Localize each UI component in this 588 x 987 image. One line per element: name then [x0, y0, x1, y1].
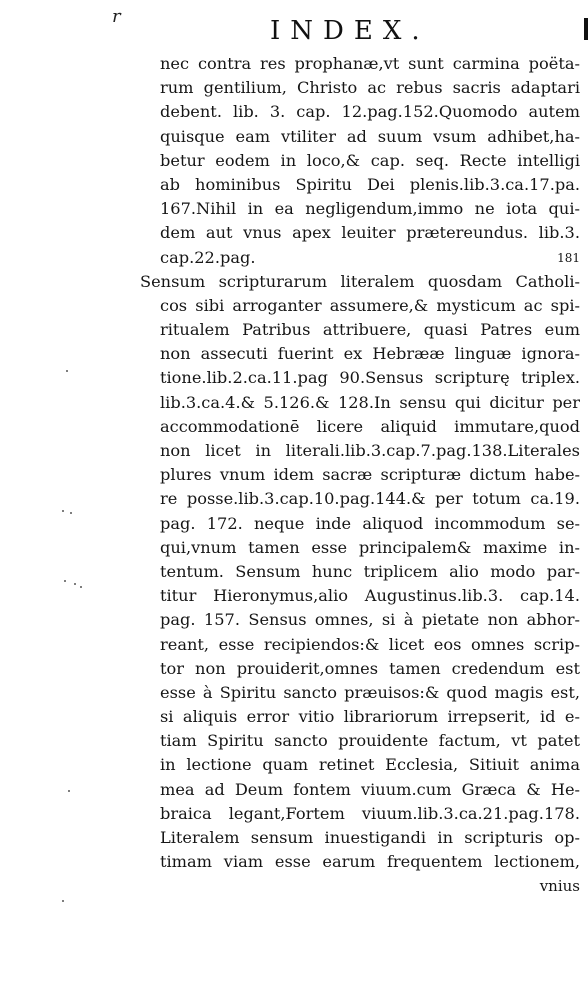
gutter-specks — [60, 250, 100, 950]
text-line: ritualem Patribus attribuere, quasi Patres eum — [160, 320, 580, 340]
corner-mark: r — [112, 6, 121, 27]
text-line: accommodationē licere aliquid immutare,quod — [160, 416, 580, 436]
text-line: debent. lib. 3. cap. 12.pag.152.Quomodo autem — [160, 102, 580, 122]
text-line: reant, esse recipiendos:& licet eos omnes scrip- — [160, 634, 580, 654]
text-line: non licet in literali.lib.3.cap.7.pag.138.Literales — [160, 441, 580, 460]
text-line: non assecuti fuerint ex Hebrææ linguæ ignora- — [160, 344, 580, 364]
text-line: qui,vnum tamen esse principalem& maxime in- — [160, 537, 580, 557]
text-line: betur eodem in loco,& cap. seq. Recte intelligi — [160, 150, 580, 170]
text-line: rum gentilium, Christo ac rebus sacris adaptari — [160, 78, 580, 98]
text-line: dem aut vnus apex leuiter prætereundus. lib.3. — [160, 223, 580, 243]
text-line: ab hominibus Spiritu Dei plenis.lib.3.ca.17.pa. — [160, 174, 580, 194]
text-line: si aliquis error vitio librariorum irrepserit, id e- — [160, 707, 580, 727]
page-header-title: INDEX. — [270, 16, 430, 46]
text-line: tentum. Sensum hunc triplicem alio modo par- — [160, 561, 580, 581]
text-line: tione.lib.2.ca.11.pag 90.Sensus scripturę triplex. — [160, 368, 580, 388]
text-line: re posse.lib.3.cap.10.pag.144.& per totum ca.19. — [160, 489, 580, 509]
text-line: lib.3.ca.4.& 5.126.& 128.In sensu qui dicitur per — [160, 392, 580, 412]
text-line: quisque eam vtiliter ad suum vsum adhibet,ha- — [160, 126, 580, 146]
text-line: mea ad Deum fontem viuum.cum Græca & He- — [160, 779, 580, 799]
text-line: tiam Spiritu sancto prouidente factum, vt patet — [160, 731, 580, 751]
catchword: vnius — [539, 877, 580, 896]
text-line: tor non prouiderit,omnes tamen credendum est — [160, 658, 580, 678]
text-line: esse à Spiritu sancto præuisos:& quod magis est, — [160, 682, 580, 702]
text-line: pag. 172. neque inde aliquod incommodum se- — [160, 513, 580, 533]
text-line: plures vnum idem sacræ scripturæ dictum habe- — [160, 465, 580, 485]
text-line: nec contra res prophanæ,vt sunt carmina poëta- — [160, 54, 580, 73]
page-edge-shadow — [584, 18, 588, 40]
text-line — [160, 246, 580, 270]
text-line: titur Hieronymus,alio Augustinus.lib.3. cap.14. — [160, 586, 580, 606]
text-line: Literalem sensum inuestigandi in scripturis op- — [160, 828, 580, 847]
text-line: cos sibi arroganter assumere,& mysticum ac spi- — [160, 295, 580, 315]
text-line: timam viam esse earum frequentem lectionem, — [160, 852, 580, 872]
text-line: Sensum scripturarum literalem quosdam Catholi- — [140, 271, 580, 291]
text-line: 167.Nihil in ea negligendum,immo ne iota qui- — [160, 199, 580, 219]
text-line: braica legant,Fortem viuum.lib.3.ca.21.pag.178. — [160, 803, 580, 823]
text-line-content: cap.22.pag. — [160, 247, 256, 267]
page-reference: 181 — [557, 250, 580, 265]
text-line: pag. 157. Sensus omnes, si à pietate non abhor- — [160, 610, 580, 630]
text-line: in lectione quam retinet Ecclesia, Sitiuit anima — [160, 755, 580, 775]
index-text-block — [140, 52, 580, 899]
